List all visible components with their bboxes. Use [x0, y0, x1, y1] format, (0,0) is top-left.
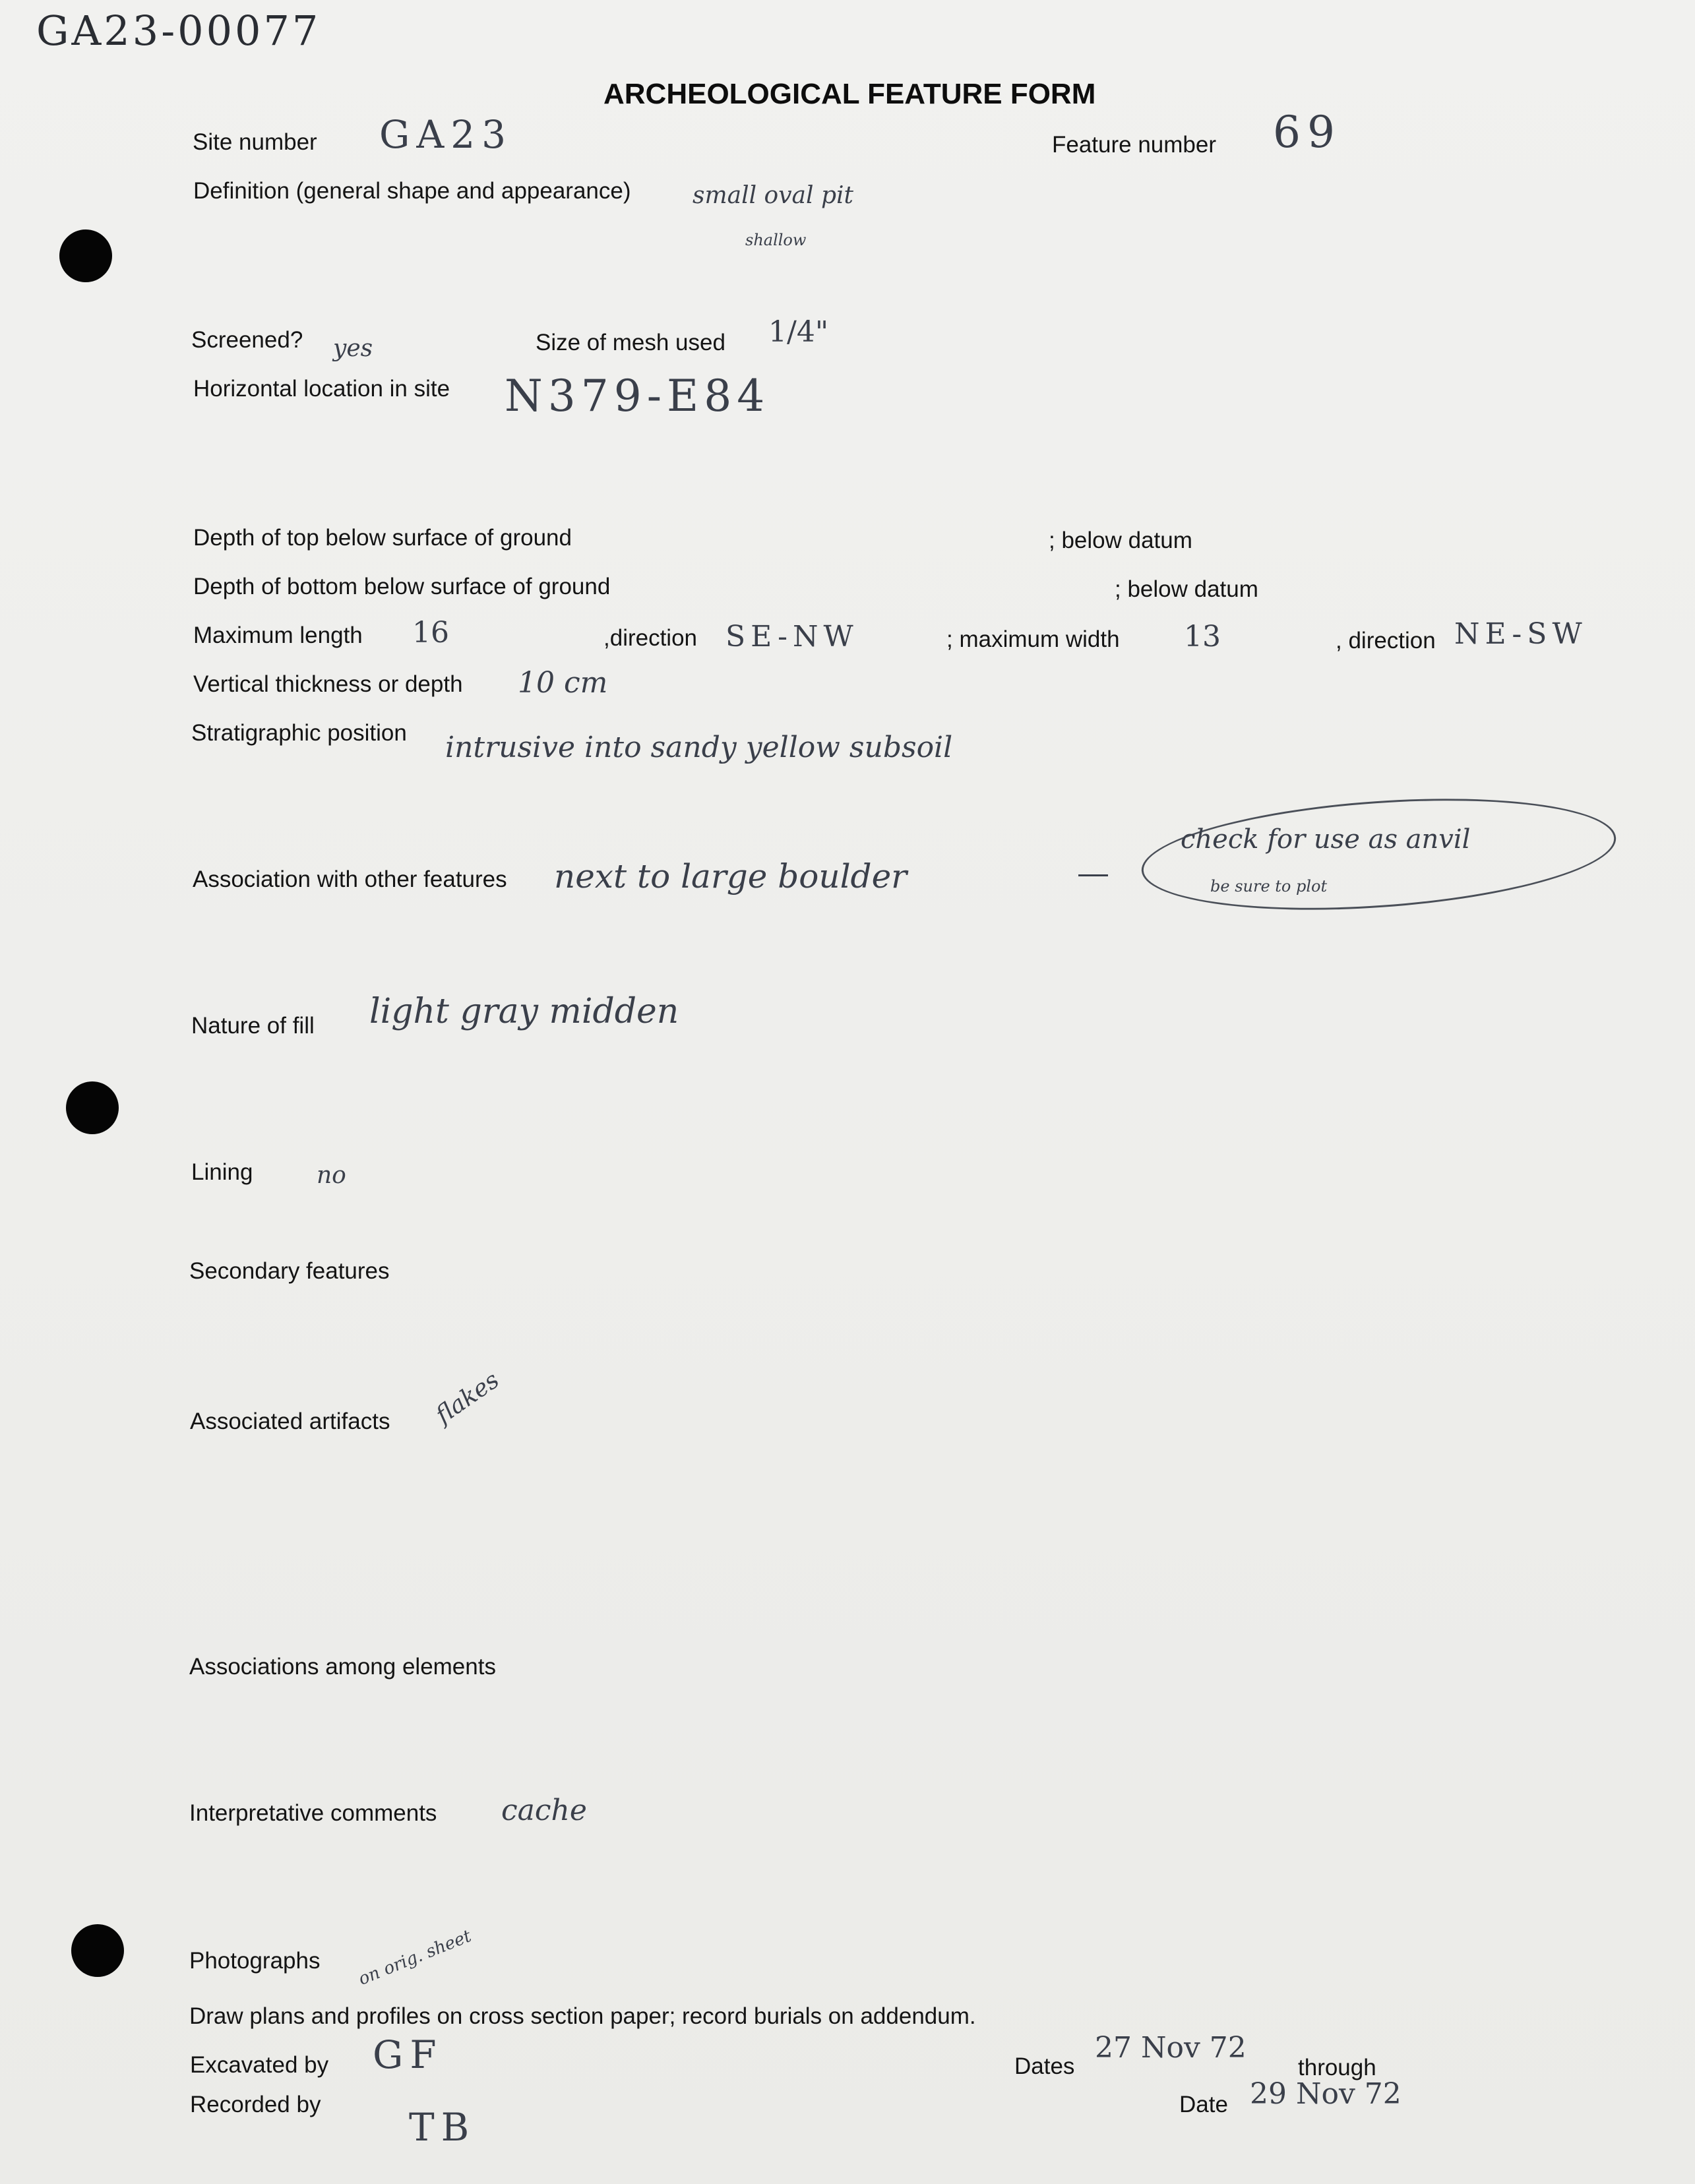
definition-label: Definition (general shape and appearance)	[193, 178, 631, 204]
max-width-direction-label: , direction	[1336, 628, 1436, 653]
depth-top-datum-label: ; below datum	[1049, 528, 1192, 553]
secondary-features-label: Secondary features	[189, 1258, 390, 1284]
site-number-value: GA23	[379, 112, 513, 157]
association-features-note: check for use as anvil	[1181, 824, 1471, 855]
instructions-text: Draw plans and profiles on cross section paper; record burials on addendum.	[189, 2003, 976, 2029]
max-length-value: 16	[412, 616, 449, 650]
instructions-note: on orig. sheet	[355, 1926, 474, 1989]
association-features-label: Association with other features	[193, 866, 507, 892]
site-number-label: Site number	[193, 129, 317, 155]
recorded-by-label: Recorded by	[190, 2092, 321, 2117]
punch-hole-bottom	[71, 1924, 124, 1977]
screened-value: yes	[333, 335, 373, 362]
excavated-by-value: GF	[373, 2032, 443, 2077]
max-width-direction-value: NE-SW	[1454, 617, 1587, 651]
depth-bottom-label: Depth of bottom below surface of ground	[193, 574, 611, 599]
interpretative-comments-value: cache	[501, 1794, 587, 1827]
association-features-subnote: be sure to plot	[1210, 877, 1328, 895]
association-dash	[1078, 874, 1108, 876]
dates-label: Dates	[1014, 2053, 1075, 2079]
vertical-thickness-value: 10 cm	[518, 666, 608, 700]
excavated-by-label: Excavated by	[190, 2052, 329, 2078]
lining-label: Lining	[191, 1159, 253, 1185]
screened-label: Screened?	[191, 327, 303, 353]
stratigraphic-position-label: Stratigraphic position	[191, 720, 407, 746]
punch-hole-top	[59, 229, 112, 282]
definition-note: shallow	[745, 231, 807, 249]
punch-hole-middle	[66, 1081, 119, 1134]
association-features-value: next to large boulder	[554, 857, 908, 895]
date-label: Date	[1179, 2092, 1228, 2117]
max-width-value: 13	[1184, 620, 1221, 653]
horizontal-location-value: N379-E84	[505, 371, 770, 421]
associations-elements-label: Associations among elements	[189, 1654, 496, 1680]
definition-value: small oval pit	[693, 182, 854, 209]
nature-of-fill-label: Nature of fill	[191, 1013, 315, 1039]
interpretative-comments-label: Interpretative comments	[189, 1800, 437, 1826]
max-length-direction-label: ,direction	[603, 625, 698, 651]
date-value: 29 Nov 72	[1250, 2077, 1402, 2111]
vertical-thickness-label: Vertical thickness or depth	[193, 671, 463, 697]
mesh-label: Size of mesh used	[536, 330, 725, 355]
depth-bottom-datum-label: ; below datum	[1115, 576, 1258, 602]
feature-number-label: Feature number	[1052, 132, 1217, 158]
depth-top-label: Depth of top below surface of ground	[193, 525, 572, 551]
dates-value: 27 Nov 72	[1095, 2031, 1247, 2065]
associated-artifacts-value: flakes	[431, 1366, 505, 1430]
horizontal-location-label: Horizontal location in site	[193, 376, 450, 402]
associated-artifacts-label: Associated artifacts	[190, 1409, 390, 1434]
form-id: GA23-00077	[36, 7, 321, 55]
nature-of-fill-value: light gray midden	[369, 992, 679, 1031]
mesh-value: 1/4"	[768, 315, 829, 349]
feature-number-value: 69	[1273, 107, 1341, 158]
photographs-label: Photographs	[189, 1948, 321, 1974]
form-title: ARCHEOLOGICAL FEATURE FORM	[603, 78, 1096, 110]
dates-through-label: through	[1298, 2055, 1376, 2080]
lining-value: no	[317, 1162, 346, 1189]
max-length-direction-value: SE-NW	[725, 620, 859, 653]
max-width-label: ; maximum width	[946, 626, 1120, 652]
stratigraphic-position-value: intrusive into sandy yellow subsoil	[445, 731, 953, 764]
recorded-by-value: TB	[409, 2105, 476, 2150]
max-length-label: Maximum length	[193, 622, 363, 648]
